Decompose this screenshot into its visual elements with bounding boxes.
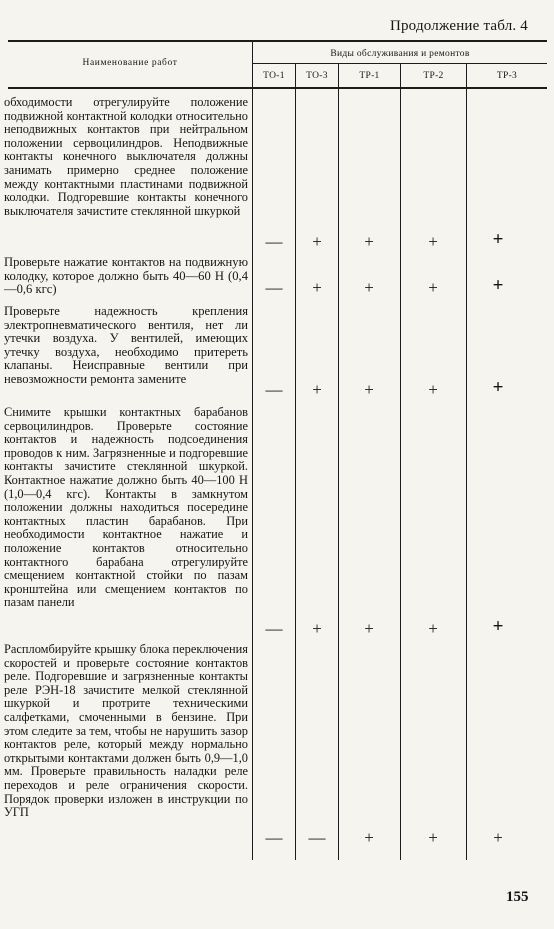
mark-to3: — bbox=[308, 828, 326, 847]
mark-tr1: + bbox=[364, 278, 374, 297]
column-separator bbox=[400, 64, 401, 860]
column-header-tr2: ТР-2 bbox=[423, 71, 444, 81]
mark-tr1: + bbox=[364, 380, 374, 399]
mark-tr1: + bbox=[364, 232, 374, 251]
mark-tr3: + bbox=[492, 616, 504, 637]
work-description: Распломбируйте крышку блока переключения скоростей и проверьте состояние контактов реле. Подгоревшие и загрязненные контакты реле РЭН-18 зачистите мелкой стеклянной шкуркой и протрите техническими салфетками, смоченными в бензине. При этом следите за тем, чтобы не нарушить зазор контактов реле, который между нормально открытыми контактами должен быть 0,9—1,0 мм. Проверьте правильность наладки реле переходов и реле ограничения скорости. Порядок проверки изложен в инструкции по УГП bbox=[4, 642, 248, 820]
mark-tr2: + bbox=[428, 619, 438, 638]
mark-tr2: + bbox=[428, 828, 438, 847]
mark-tr3: + bbox=[492, 275, 504, 296]
mark-to1: — bbox=[265, 278, 283, 297]
column-separator bbox=[466, 64, 467, 860]
work-description: Проверьте надежность крепления электропневматического вентиля, нет ли утечки воздуха. У вентилей, имеющих утечку воздуха, необходимо притереть клапаны. Неисправные вентили при невозможности ремонта замените bbox=[4, 304, 248, 386]
name-column-header: Наименование работ bbox=[82, 58, 178, 68]
mark-tr2: + bbox=[428, 232, 438, 251]
mark-tr2: + bbox=[428, 380, 438, 399]
column-header-tr1: ТР-1 bbox=[359, 71, 380, 81]
column-separator bbox=[295, 64, 296, 860]
mark-to3: + bbox=[312, 278, 322, 297]
continuation-title: Продолжение табл. 4 bbox=[389, 18, 528, 34]
mark-to1: — bbox=[265, 828, 283, 847]
mark-tr1: + bbox=[364, 828, 374, 847]
column-header-tr3: ТР-3 bbox=[496, 71, 518, 81]
mark-to3: + bbox=[312, 619, 322, 638]
mark-to3: + bbox=[312, 380, 322, 399]
mark-to1: — bbox=[265, 232, 283, 251]
work-description: обходимости отрегулируйте положение подвижной контактной колодки относительно неподвижных контактов при нейтральном положении сервоцилиндров. Неподвижные контакты конечного выключателя должны занимать примерно среднее положение между контактными пластинами подвижной колодки. Подгоревшие контакты конечного выключателя зачистите стеклянной шкуркой bbox=[4, 95, 248, 218]
mark-to1: — bbox=[265, 380, 283, 399]
mark-to1: — bbox=[265, 619, 283, 638]
work-description: Проверьте нажатие контактов на подвижную колодку, которое должно быть 40—60 Н (0,4—0,6 кгс) bbox=[4, 255, 248, 297]
group-header: Виды обслуживания и ремонтов bbox=[330, 49, 470, 59]
mark-tr2: + bbox=[428, 278, 438, 297]
column-separator bbox=[338, 64, 339, 860]
column-header-to1: ТО-1 bbox=[263, 71, 285, 81]
mark-to3: + bbox=[312, 232, 322, 251]
page-number: 155 bbox=[506, 889, 529, 905]
work-description: Снимите крышки контактных барабанов сервоцилиндров. Проверьте состояние контактов и надежность подсоединения проводов к ним. Загрязненные и подгоревшие контакты зачистите стеклянной шкуркой. Контактное нажатие должно быть 40—100 Н (1,0—0,4 кгс). Контакты в замкнутом положении должны находиться посередине контактных пластин барабанов. При необходимости контактное нажатие и положение контактов относительно контактного барабана отрегулируйте смещением контактной стойки по пазам кронштейна или смещением контактов по пазам панели bbox=[4, 405, 248, 610]
mark-tr3: + bbox=[493, 828, 503, 847]
mark-tr3: + bbox=[492, 229, 504, 250]
mark-tr3: + bbox=[492, 377, 504, 398]
table-top-rule bbox=[8, 40, 547, 42]
column-separator bbox=[252, 40, 253, 860]
column-header-to3: ТО-3 bbox=[306, 71, 328, 81]
mark-tr1: + bbox=[364, 619, 374, 638]
